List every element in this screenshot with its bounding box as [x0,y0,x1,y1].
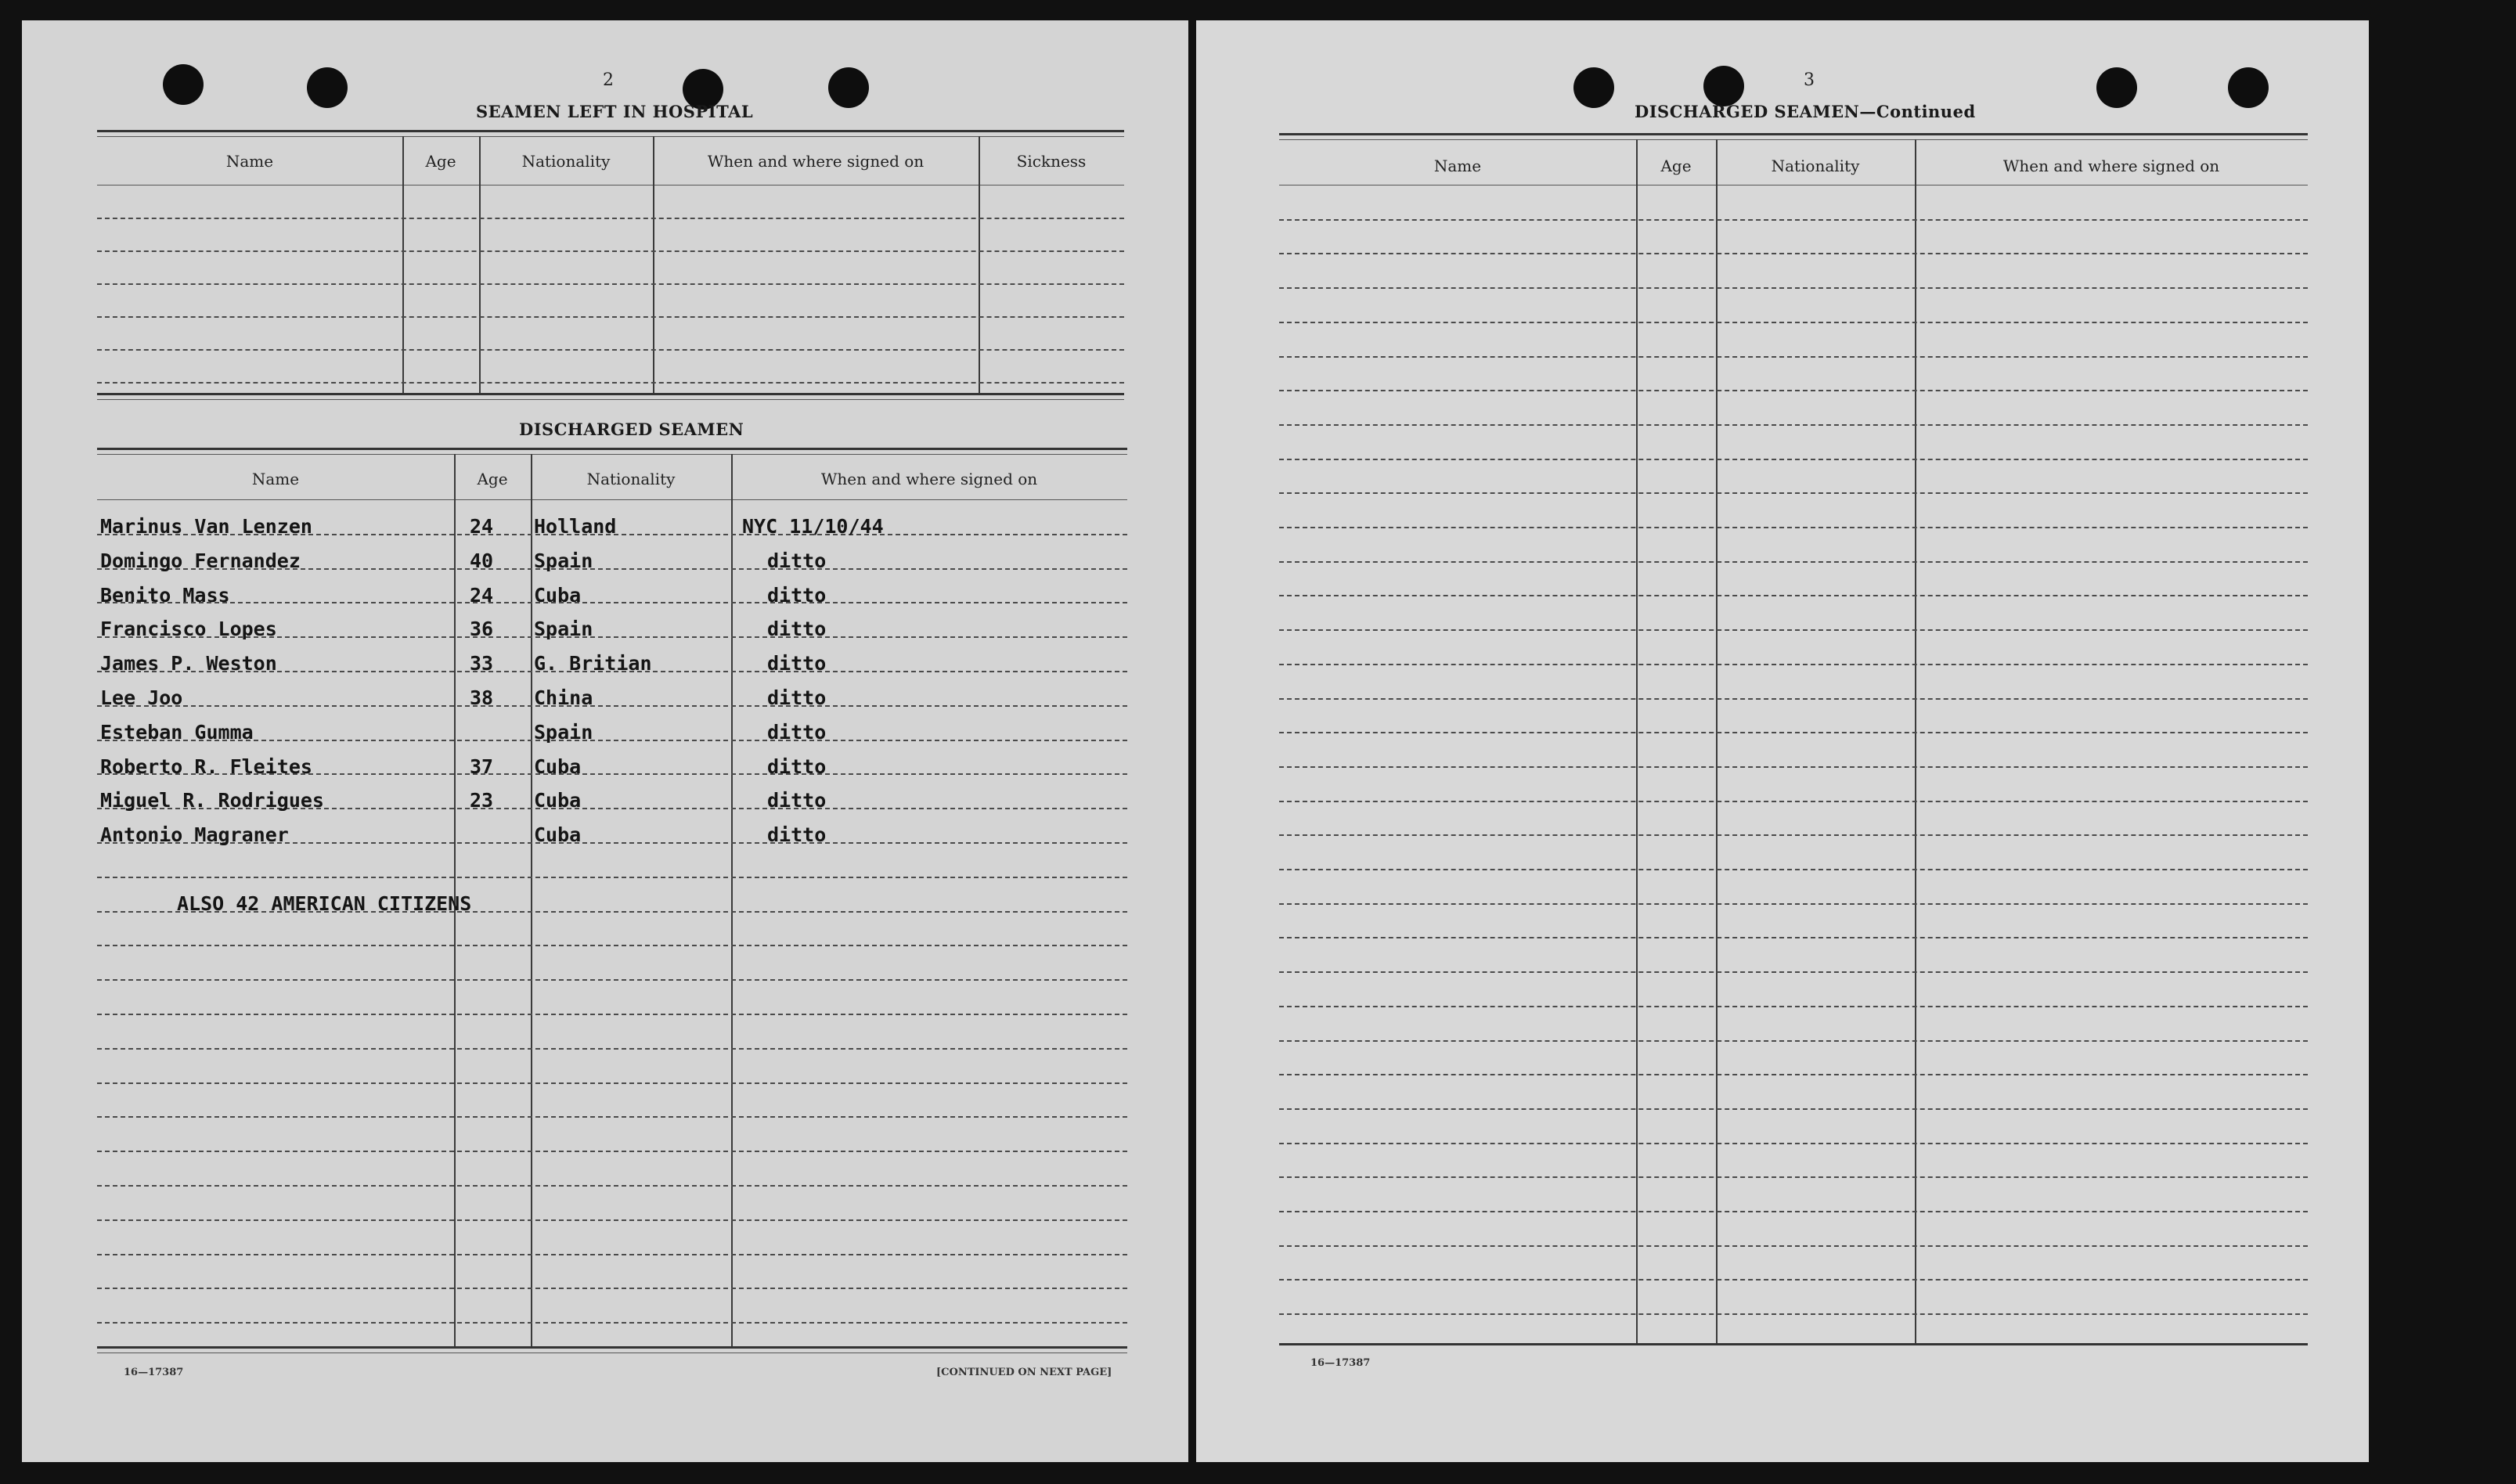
form-number: 16—17387 [124,1367,184,1378]
continued-title: DISCHARGED SEAMEN—Continued [1635,102,1976,121]
seaman-nationality: Cuba [534,789,582,812]
row-rule [97,945,1127,946]
row-rule [97,1151,1127,1152]
row-rule [97,1219,1127,1221]
table-top-rule [97,136,1124,137]
american-citizens-note: ALSO 42 AMERICAN CITIZENS [177,892,472,915]
row-rule [1279,1245,2308,1247]
row-rule [1279,937,2308,938]
seaman-nationality: Cuba [534,584,582,607]
row-rule [1279,732,2308,733]
table-top-rule [97,454,1127,455]
form-number: 16—17387 [1310,1357,1371,1369]
column-divider [402,136,404,393]
seaman-name: Miguel R. Rodrigues [100,789,324,812]
row-rule [97,316,1124,318]
column-divider [731,454,733,1346]
seaman-nationality: Spain [534,721,593,744]
column-header: Nationality [586,470,676,488]
seaman-age: 38 [470,686,494,709]
row-rule [1279,1143,2308,1144]
discharged-title: DISCHARGED SEAMEN [519,420,744,439]
row-rule [1279,424,2308,426]
row-rule [97,602,1127,603]
seaman-signed-on: ditto [767,789,827,812]
seaman-age: 37 [470,755,494,778]
column-divider [1636,139,1638,1343]
table-bottom-rule [97,1346,1127,1349]
row-rule [97,1322,1127,1324]
seaman-name: Francisco Lopes [100,618,277,640]
row-rule [1279,869,2308,870]
punch-hole [2096,67,2137,108]
seaman-name: Esteban Gumma [100,721,254,744]
row-rule [1279,253,2308,254]
seaman-signed-on: ditto [767,755,827,778]
column-divider [979,136,980,393]
column-header: Sickness [1016,152,1087,171]
row-rule [1279,595,2308,596]
column-header: Age [477,470,508,488]
column-header: Nationality [1771,157,1860,175]
row-rule [1279,664,2308,665]
seaman-nationality: China [534,686,593,709]
seaman-signed-on: NYC 11/10/44 [742,515,884,538]
punch-hole [1703,66,1744,106]
page-number: 3 [1804,70,1815,90]
seaman-nationality: G. Britian [534,652,652,675]
row-rule [97,877,1127,878]
row-rule [97,705,1127,707]
punch-hole [1573,67,1614,108]
row-rule [1279,459,2308,460]
column-divider [531,454,532,1346]
seaman-age: 36 [470,618,494,640]
table-top-rule [97,130,1124,132]
row-rule [1279,698,2308,700]
column-divider [1716,139,1718,1343]
column-header: Name [251,470,300,488]
table-bottom-rule [1279,1343,2308,1345]
row-rule [1279,971,2308,973]
column-header: Nationality [521,152,611,171]
continued-note: [CONTINUED ON NEXT PAGE] [936,1367,1112,1378]
row-rule [1279,390,2308,391]
row-rule [97,1082,1127,1084]
row-rule [97,283,1124,285]
seaman-age: 24 [470,515,494,538]
column-header: When and where signed on [707,152,925,171]
row-rule [1279,219,2308,221]
row-rule [1279,1279,2308,1280]
row-rule [1279,1006,2308,1007]
row-rule [97,979,1127,981]
row-rule [1279,492,2308,494]
row-rule [1279,629,2308,631]
punch-hole [828,67,869,108]
seaman-signed-on: ditto [767,618,827,640]
row-rule [1279,356,2308,358]
row-rule [1279,834,2308,836]
row-rule [97,1116,1127,1118]
column-divider [653,136,654,393]
seaman-nationality: Spain [534,618,593,640]
table-top-rule [1279,139,2308,140]
table-bottom-rule [97,399,1124,400]
seaman-signed-on: ditto [767,686,827,709]
column-header: When and where signed on [2002,157,2220,175]
row-rule [97,1254,1127,1255]
seaman-signed-on: ditto [767,584,827,607]
row-rule [1279,1108,2308,1110]
row-rule [97,1185,1127,1187]
table-top-rule [97,448,1127,450]
table-top-rule [1279,133,2308,135]
seaman-signed-on: ditto [767,721,827,744]
seaman-name: Lee Joo [100,686,183,709]
header-bottom-rule [1279,185,2308,186]
row-rule [1279,322,2308,323]
hospital-title: SEAMEN LEFT IN HOSPITAL [476,102,754,121]
row-rule [1279,1211,2308,1212]
column-header: When and where signed on [820,470,1038,488]
row-rule [97,1048,1127,1050]
column-divider [1915,139,1916,1343]
punch-hole [307,67,348,108]
page-number: 2 [603,70,614,90]
right-page [1196,20,2369,1462]
seaman-name: Marinus Van Lenzen [100,515,312,538]
seaman-signed-on: ditto [767,549,827,572]
seaman-nationality: Cuba [534,823,582,846]
row-rule [1279,287,2308,289]
row-rule [1279,1040,2308,1042]
seaman-name: Domingo Fernandez [100,549,301,572]
header-bottom-rule [97,185,1124,186]
table-bottom-rule [97,393,1124,395]
seaman-name: Benito Mass [100,584,230,607]
seaman-age: 33 [470,652,494,675]
row-rule [1279,561,2308,563]
row-rule [1279,1313,2308,1315]
seaman-nationality: Spain [534,549,593,572]
row-rule [97,218,1124,219]
column-divider [479,136,481,393]
seaman-signed-on: ditto [767,652,827,675]
row-rule [1279,1176,2308,1178]
row-rule [1279,766,2308,768]
seaman-age: 40 [470,549,494,572]
seaman-name: James P. Weston [100,652,277,675]
column-header: Name [225,152,274,171]
row-rule [97,250,1124,252]
column-header: Age [425,152,456,171]
seaman-age: 23 [470,789,494,812]
left-page [22,20,1188,1462]
punch-hole [2228,67,2269,108]
row-rule [97,1014,1127,1015]
row-rule [97,382,1124,384]
row-rule [1279,903,2308,905]
seaman-name: Roberto R. Fleites [100,755,312,778]
seaman-nationality: Holland [534,515,617,538]
column-header: Name [1433,157,1482,175]
row-rule [97,1288,1127,1289]
punch-hole [163,64,204,105]
seaman-signed-on: ditto [767,823,827,846]
row-rule [97,349,1124,351]
column-header: Age [1660,157,1692,175]
row-rule [1279,801,2308,802]
row-rule [1279,1074,2308,1075]
header-bottom-rule [97,499,1127,500]
row-rule [1279,527,2308,528]
seaman-age: 24 [470,584,494,607]
seaman-nationality: Cuba [534,755,582,778]
seaman-name: Antonio Magraner [100,823,289,846]
